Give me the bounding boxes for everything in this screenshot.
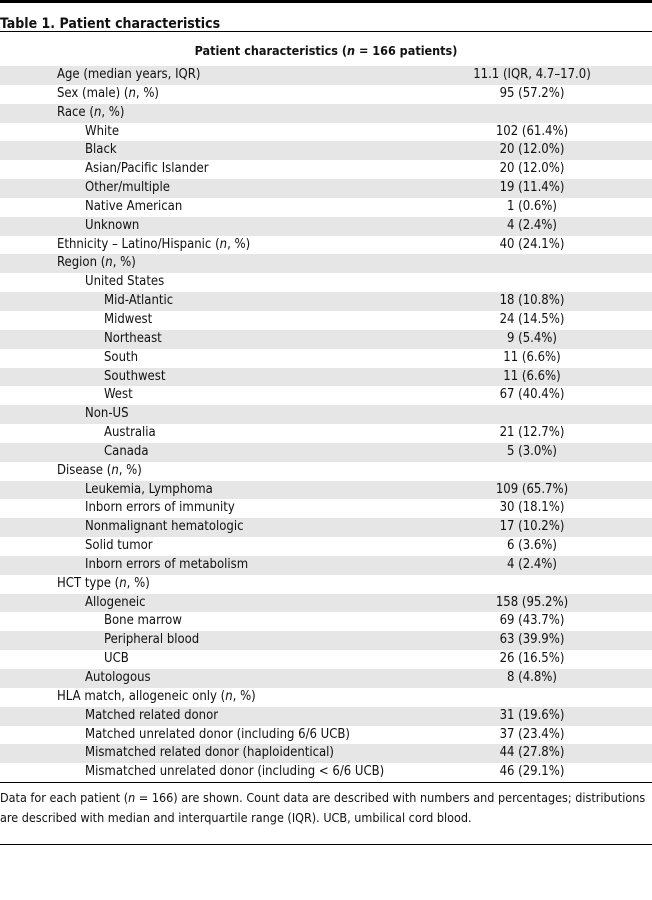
row-value: 46 (29.1%): [499, 764, 565, 780]
row-value: 40 (24.1%): [499, 236, 565, 252]
table-row: [0, 594, 652, 613]
table-title: Table 1. Patient characteristics: [0, 16, 221, 32]
row-label: Disease (n, %): [57, 462, 142, 478]
table-row: [0, 217, 652, 236]
table-row: [0, 612, 652, 631]
table-row: [0, 669, 652, 688]
table-row: [0, 707, 652, 726]
row-value: 4 (2.4%): [507, 556, 557, 572]
table-row: [0, 198, 652, 217]
row-label: United States: [85, 274, 165, 290]
row-label: HLA match, allogeneic only (n, %): [57, 688, 256, 704]
row-label: Mismatched unrelated donor (including < 6/6 UCB): [85, 764, 385, 780]
row-value: 63 (39.9%): [499, 632, 565, 648]
row-value: 30 (18.1%): [499, 500, 565, 516]
table-row: [0, 141, 652, 160]
row-value: 158 (95.2%): [495, 594, 569, 610]
table-row: [0, 481, 652, 500]
table-row: [0, 85, 652, 104]
row-label: Matched unrelated donor (including 6/6 UCB): [85, 726, 350, 742]
row-label: Asian/Pacific Islander: [85, 161, 209, 177]
table-row: [0, 499, 652, 518]
row-value: 5 (3.0%): [507, 443, 557, 459]
table-caption: [0, 32, 652, 66]
row-value: 1 (0.6%): [507, 198, 557, 214]
row-label: West: [104, 387, 133, 403]
row-label: Native American: [85, 198, 183, 214]
table-row: [0, 330, 652, 349]
table-row: [0, 66, 652, 85]
row-label: Other/multiple: [85, 180, 170, 196]
table-row: [0, 650, 652, 669]
row-value: 19 (11.4%): [499, 180, 565, 196]
row-value: 21 (12.7%): [499, 425, 565, 441]
row-label: Mismatched related donor (haploidentical): [85, 745, 334, 761]
row-label: Peripheral blood: [104, 632, 200, 648]
table-row: [0, 424, 652, 443]
table-row: [0, 292, 652, 311]
row-label: Northeast: [104, 330, 162, 346]
table-row: [0, 386, 652, 405]
row-label: Non-US: [85, 406, 129, 422]
caption-prefix: Patient characteristics (: [194, 43, 348, 58]
table-row: [0, 631, 652, 650]
table-row: [0, 744, 652, 763]
table-row: [0, 311, 652, 330]
table-row: [0, 236, 652, 255]
table-row: [0, 575, 652, 594]
row-label: Unknown: [85, 217, 140, 233]
row-label: Leukemia, Lymphoma: [85, 481, 213, 497]
row-value: 69 (43.7%): [499, 613, 565, 629]
table-row: [0, 254, 652, 273]
row-label: Canada: [104, 443, 149, 459]
row-value: 102 (61.4%): [495, 123, 569, 139]
table-row: [0, 763, 652, 782]
row-label: South: [104, 349, 138, 365]
row-label: Solid tumor: [85, 538, 153, 554]
table-row: [0, 349, 652, 368]
row-value: 18 (10.8%): [499, 293, 565, 309]
table-row: [0, 688, 652, 707]
row-value: 11 (6.6%): [503, 368, 561, 384]
row-label: Black: [85, 142, 117, 158]
table-footnote: Data for each patient (n = 166) are shown. Count data are described with numbers and percentages; distributions are described with median and interquartile range (IQR). UCB, umbilical cord blood.: [0, 790, 646, 826]
table-row: [0, 123, 652, 142]
row-label: Allogeneic: [85, 594, 146, 610]
row-label: HCT type (n, %): [57, 575, 150, 591]
row-label: White: [85, 123, 120, 139]
row-label: Inborn errors of metabolism: [85, 556, 249, 572]
caption-suffix: = 166 patients): [355, 43, 458, 58]
table-row: [0, 726, 652, 745]
caption-n-symbol: n: [347, 43, 356, 58]
table-row: [0, 556, 652, 575]
table-row: [0, 179, 652, 198]
row-label: Autologous: [85, 670, 151, 685]
row-value: 8 (4.8%): [507, 670, 557, 685]
table-row: [0, 273, 652, 292]
row-label: Nonmalignant hematologic: [85, 519, 244, 535]
row-value: 20 (12.0%): [499, 161, 565, 177]
row-label: Midwest: [104, 311, 153, 327]
row-label: Race (n, %): [57, 104, 125, 120]
row-label: Southwest: [104, 368, 166, 384]
row-label: Inborn errors of immunity: [85, 500, 235, 516]
row-value: 11.1 (IQR, 4.7–17.0): [473, 67, 591, 82]
row-value: 26 (16.5%): [499, 651, 565, 667]
row-value: 6 (3.6%): [507, 538, 557, 554]
row-label: Matched related donor: [85, 707, 219, 723]
row-label: Ethnicity – Latino/Hispanic (n, %): [57, 236, 251, 252]
row-label: Age (median years, IQR): [57, 67, 201, 82]
table-row: [0, 537, 652, 556]
row-value: 24 (14.5%): [499, 311, 565, 327]
row-value: 20 (12.0%): [499, 142, 565, 158]
table-row: [0, 462, 652, 481]
row-label: Region (n, %): [57, 255, 136, 271]
row-value: 4 (2.4%): [507, 217, 557, 233]
row-label: Sex (male) (n, %): [57, 85, 159, 101]
row-value: 37 (23.4%): [499, 726, 565, 742]
bottom-rule: [0, 844, 652, 845]
table-row: [0, 160, 652, 179]
row-label: Bone marrow: [104, 613, 182, 629]
row-label: Mid-Atlantic: [104, 293, 174, 309]
table-row: [0, 405, 652, 424]
table-row: [0, 518, 652, 537]
row-value: 109 (65.7%): [495, 481, 569, 497]
table-body: [0, 66, 652, 782]
row-label: Australia: [104, 425, 156, 441]
row-value: 11 (6.6%): [503, 349, 561, 365]
row-label: UCB: [104, 651, 129, 667]
table-row: [0, 368, 652, 387]
table-row: [0, 443, 652, 462]
row-value: 44 (27.8%): [499, 745, 565, 761]
top-rule: [0, 0, 652, 3]
row-value: 67 (40.4%): [499, 387, 565, 403]
table-row: [0, 104, 652, 123]
row-value: 17 (10.2%): [499, 519, 565, 535]
row-value: 95 (57.2%): [499, 85, 565, 101]
row-value: 31 (19.6%): [499, 707, 565, 723]
row-value: 9 (5.4%): [507, 330, 557, 346]
